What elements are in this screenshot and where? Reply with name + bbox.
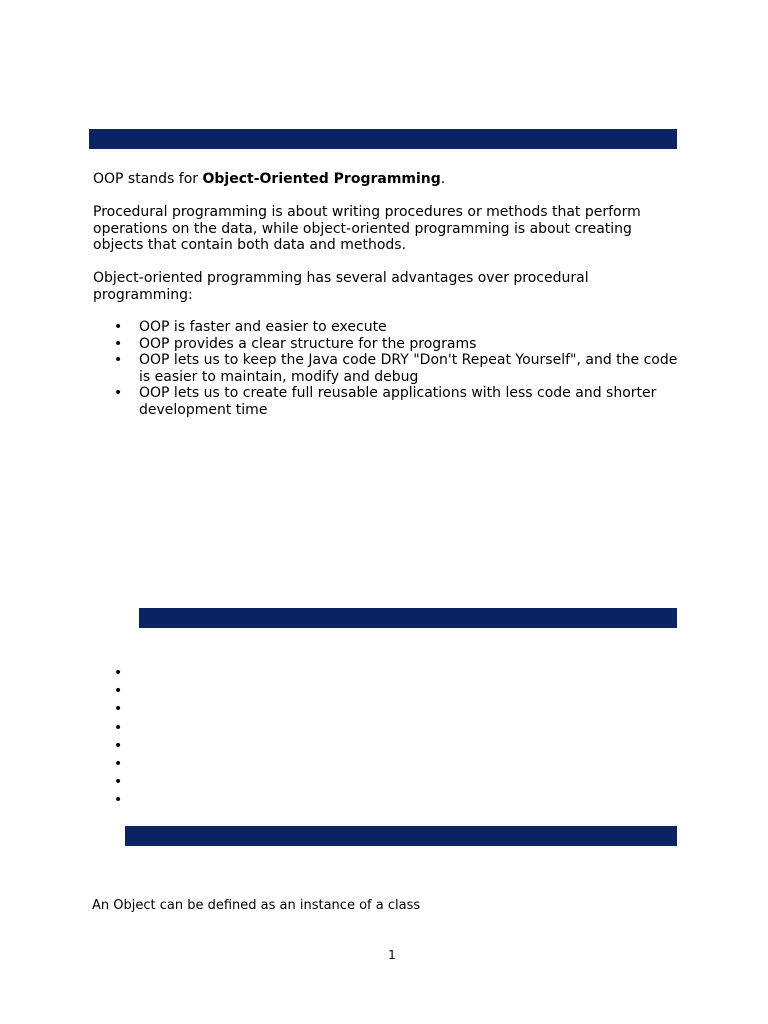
- intro-prefix-text: OOP stands for: [93, 171, 203, 187]
- bullet-icon: •: [114, 319, 123, 335]
- bullet-icon: •: [114, 683, 123, 700]
- oop-definition-paragraph: [93, 171, 678, 188]
- bullet-icon: •: [114, 701, 123, 718]
- list-item: [93, 385, 678, 418]
- list-item: [93, 336, 678, 353]
- procedural-paragraph: Procedural programming is about writing procedures or methods that perform operations on the data, while object-oriented programming is about creating objects that contain both data and methods.: [93, 204, 641, 253]
- advantages-intro-paragraph: Object-oriented programming has several advantages over procedural programming:: [93, 270, 589, 303]
- advantages-list: [93, 319, 678, 418]
- list-item-text: OOP provides a clear structure for the programs: [139, 335, 477, 352]
- list-item-text: OOP lets us to create full reusable applications with less code and shorter development time: [139, 385, 657, 418]
- list-item: [93, 352, 678, 385]
- bullet-icon: •: [114, 792, 123, 809]
- intro-bold-term: Object-Oriented Programming: [202, 171, 441, 187]
- bullet-icon: •: [114, 335, 123, 352]
- section-header-bar: [89, 129, 677, 149]
- object-definition-text: An Object can be defined as an instance of a class: [92, 898, 421, 913]
- list-item-text: OOP is faster and easier to execute: [139, 319, 387, 335]
- list-item: [93, 319, 678, 336]
- bullet-icon: •: [114, 719, 123, 736]
- list-item-text: OOP lets us to keep the Java code DRY "Don't Repeat Yourself", and the code is easier to maintain, modify and debug: [139, 352, 678, 385]
- section-header-bar: [139, 608, 677, 628]
- intro-suffix-text: .: [440, 171, 446, 187]
- bullet-icon: •: [114, 737, 123, 754]
- bullet-icon: •: [114, 774, 123, 791]
- bullet-icon: •: [114, 385, 123, 401]
- bullet-icon: •: [114, 352, 123, 368]
- page-number: 1: [388, 948, 396, 962]
- bullet-icon: •: [114, 755, 123, 772]
- section-header-bar: [125, 826, 677, 846]
- bullet-icon: •: [114, 665, 123, 681]
